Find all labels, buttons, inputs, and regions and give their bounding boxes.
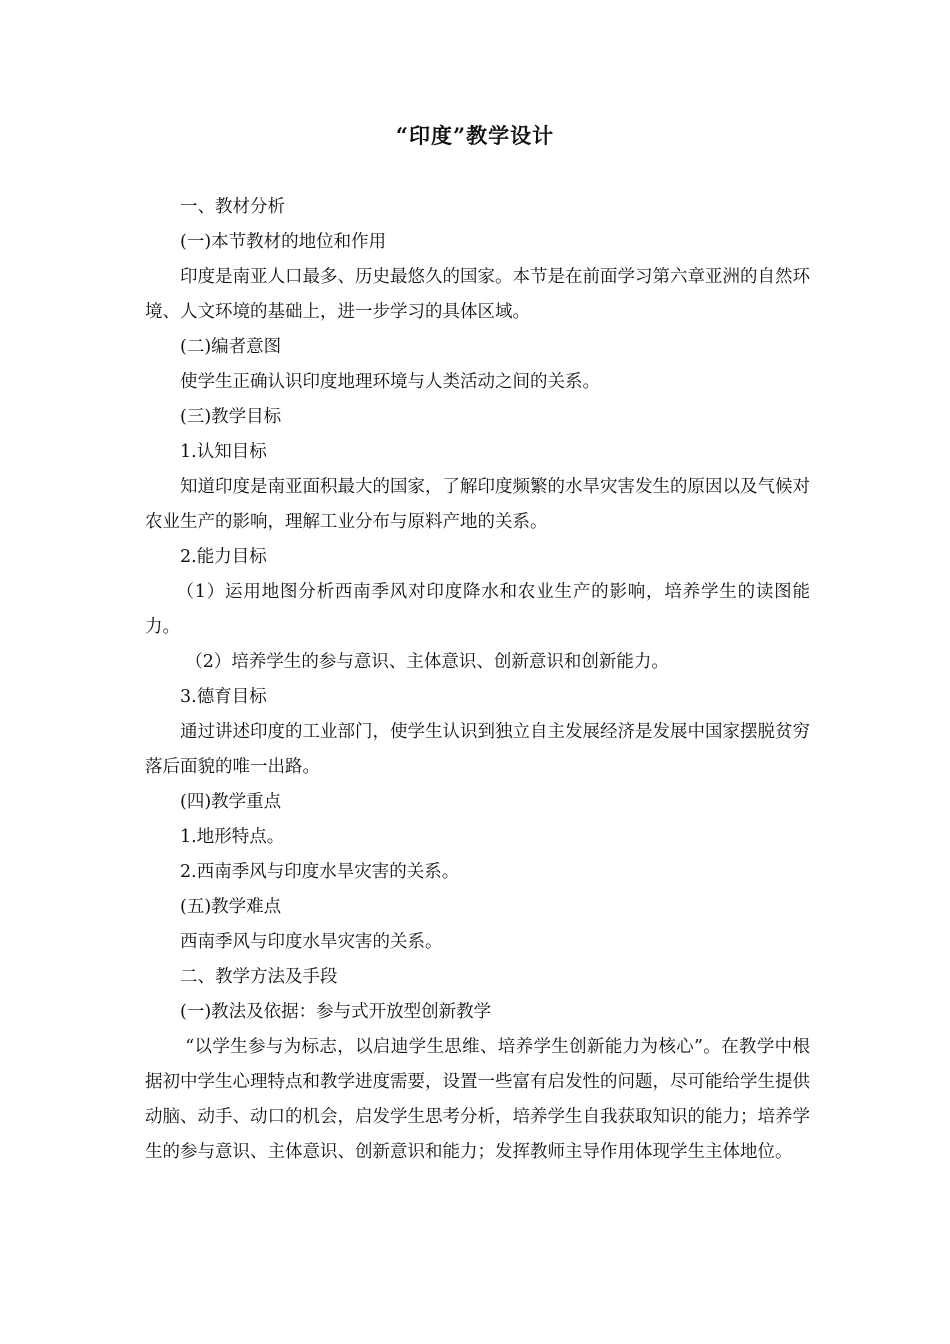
section-heading-teaching-methods: 二、教学方法及手段 (180, 967, 338, 987)
subsection-heading-method-basis: (一)教法及依据：参与式开放型创新教学 (180, 1002, 492, 1022)
section-heading-teaching-material-analysis: 一、教材分析 (180, 197, 285, 217)
item-heading-moral-goal: 3.德育目标 (180, 687, 267, 707)
subsection-heading-difficult-points: (五)教学难点 (180, 897, 282, 917)
item-heading-cognitive-goal: 1.认知目标 (180, 442, 267, 462)
paragraph-ability-goal-2: （2）培养学生的参与意识、主体意识、创新意识和创新能力。 (185, 652, 669, 672)
paragraph-moral-goal: 通过讲述印度的工业部门，使学生认识到独立自主发展经济是发展中国家摆脱贫穷落后面貌的唯一出路。 (145, 722, 810, 777)
paragraph-ability-goal-1: （1）运用地图分析西南季风对印度降水和农业生产的影响，培养学生的读图能力。 (145, 582, 810, 637)
subsection-heading-teaching-goals: (三)教学目标 (180, 407, 282, 427)
item-heading-ability-goal: 2.能力目标 (180, 547, 267, 567)
subsection-heading-position-and-role: (一)本节教材的地位和作用 (180, 232, 387, 252)
list-item-key-point-1: 1.地形特点。 (180, 827, 285, 847)
list-item-key-point-2: 2.西南季风与印度水旱灾害的关系。 (180, 862, 460, 882)
subsection-heading-editor-intent: (二)编者意图 (180, 337, 282, 357)
paragraph-editor-intent: 使学生正确认识印度地理环境与人类活动之间的关系。 (180, 372, 600, 392)
document-body (145, 190, 810, 1170)
document-title: “印度”教学设计 (395, 123, 555, 148)
paragraph-cognitive-goal: 知道印度是南亚面积最大的国家，了解印度频繁的水旱灾害发生的原因以及气候对农业生产的影响，理解工业分布与原料产地的关系。 (145, 477, 810, 532)
paragraph-india-overview: 印度是南亚人口最多、历史最悠久的国家。本节是在前面学习第六章亚洲的自然环境、人文环境的基础上，进一步学习的具体区域。 (145, 267, 810, 322)
paragraph-difficult-point: 西南季风与印度水旱灾害的关系。 (180, 932, 443, 952)
subsection-heading-key-points: (四)教学重点 (180, 792, 282, 812)
paragraph-method-description: “以学生参与为标志，以启迪学生思维、培养学生创新能力为核心”。在教学中根据初中学生心理特点和教学进度需要，设置一些富有启发性的问题，尽可能给学生提供动脑、动手、动口的机会，启发学生思考分析，培养学生自我获取知识的能力；培养学生的参与意识、主体意识、创新意识和能力；发挥教师主导作用体现学生主体地位。 (145, 1037, 810, 1162)
